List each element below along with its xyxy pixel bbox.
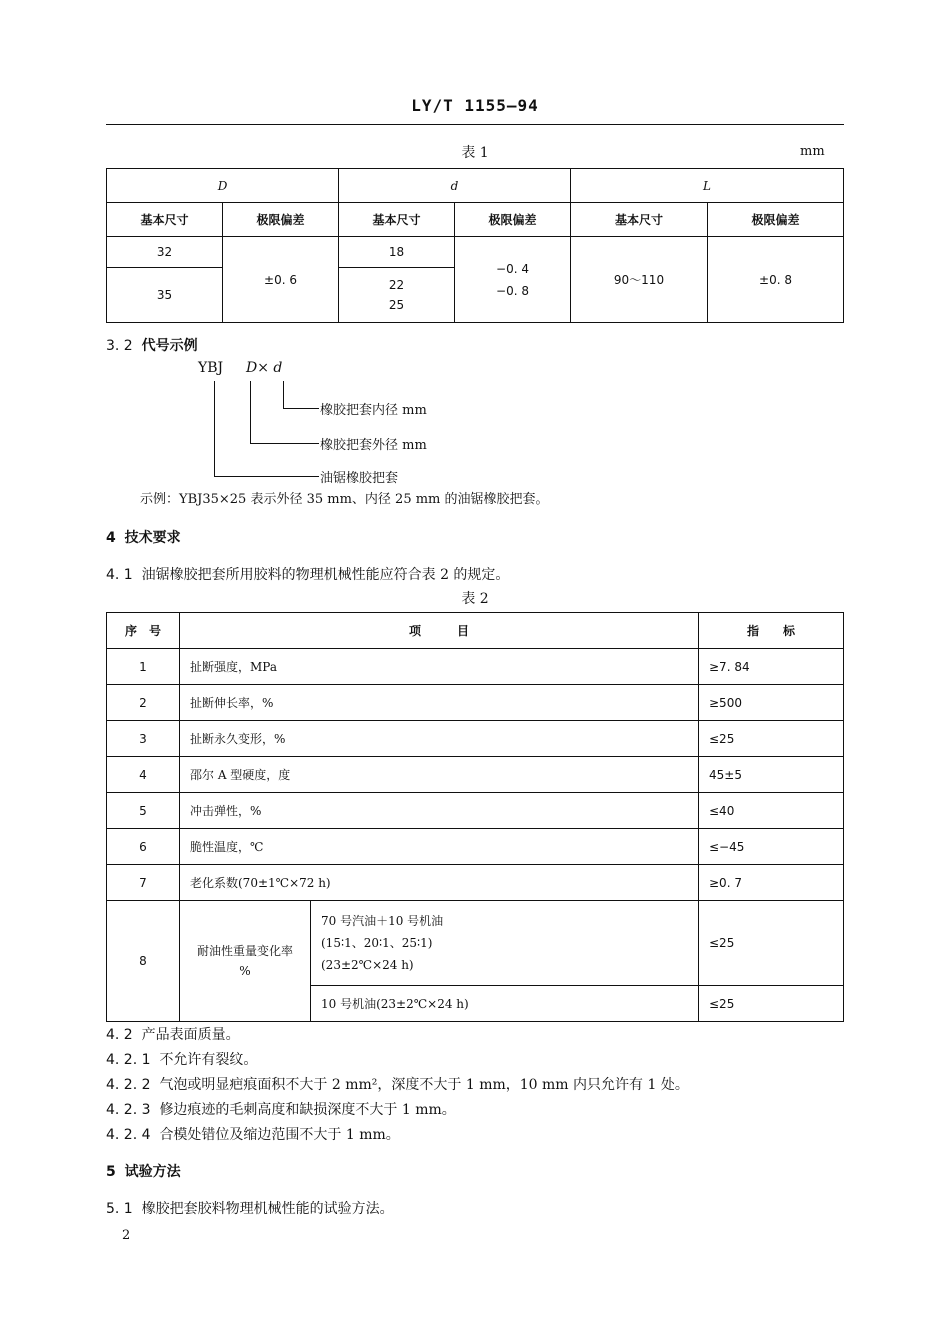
t2-no: 8 <box>107 901 180 1022</box>
t1-d-tol-lower: −0. 8 <box>496 283 529 298</box>
t1-group-L: L <box>571 169 844 203</box>
t2-item: 邵尔 A 型硬度，度 <box>180 757 699 793</box>
t2-item: 老化系数(70±1℃×72 h) <box>180 865 699 901</box>
t1-d-basic <box>339 268 455 323</box>
t2-header: 序 号 <box>107 613 180 649</box>
table-row <box>107 685 844 721</box>
t2-sub2: 10 号机油(23±2℃×24 h) <box>311 986 699 1022</box>
t2-no: 1 <box>107 649 180 685</box>
t1-subhead: 极限偏差 <box>223 203 339 237</box>
section-4-2-3 <box>106 1099 456 1119</box>
section-number: 5 <box>106 1164 116 1180</box>
t2-value: 45±5 <box>699 757 844 793</box>
section-5 <box>106 1161 181 1181</box>
table-row <box>107 901 844 986</box>
table2-title: 表 2 <box>461 591 489 607</box>
t2-item: 扯断伸长率，% <box>180 685 699 721</box>
t1-D-tol: ±0. 6 <box>223 237 339 323</box>
table2 <box>106 612 844 1022</box>
section-number: 4. 1 <box>106 567 133 583</box>
leader-name-v <box>214 381 215 476</box>
table-row <box>107 721 844 757</box>
t2-value: ≥500 <box>699 685 844 721</box>
t2-no: 6 <box>107 829 180 865</box>
t2-no: 5 <box>107 793 180 829</box>
code-prefix: YBJ <box>198 360 224 376</box>
t1-subhead: 极限偏差 <box>455 203 571 237</box>
t1-d-tol <box>455 237 571 323</box>
section-text: 产品表面质量。 <box>141 1027 240 1043</box>
section-text: 油锯橡胶把套所用胶料的物理机械性能应符合表 2 的规定。 <box>141 567 510 583</box>
table1-unit: mm <box>800 144 825 159</box>
t1-L-tol: ±0. 8 <box>708 237 844 323</box>
section-number: 4. 2. 3 <box>106 1102 151 1118</box>
section-text: 合模处错位及缩边范围不大于 1 mm。 <box>159 1127 400 1143</box>
t2-value: ≥0. 7 <box>699 865 844 901</box>
header-rule <box>106 124 844 125</box>
t1-subhead: 基本尺寸 <box>571 203 708 237</box>
section-4-2-2 <box>106 1074 689 1094</box>
leader-outer-v <box>250 381 251 443</box>
t2-no: 2 <box>107 685 180 721</box>
leader-inner-v <box>283 381 284 408</box>
section-4 <box>106 527 181 547</box>
t2-sub1-line2: (15∶1、20∶1、25∶1) <box>321 936 433 950</box>
table-row <box>107 757 844 793</box>
page-header: LY/T 1155—94 <box>411 96 539 115</box>
label-name: 油锯橡胶把套 <box>320 471 399 486</box>
t2-item-oil <box>180 901 311 1022</box>
section-title: 技术要求 <box>124 530 181 546</box>
t2-value: ≤40 <box>699 793 844 829</box>
leader-inner-h <box>283 408 319 409</box>
t2-item: 冲击弹性，% <box>180 793 699 829</box>
section-title: 代号示例 <box>141 338 198 354</box>
code-formula: D× d <box>246 360 283 376</box>
section-number: 4. 2. 2 <box>106 1077 151 1093</box>
t2-value: ≤25 <box>699 721 844 757</box>
label-outer: 橡胶把套外径 mm <box>320 438 427 453</box>
section-4-2 <box>106 1024 240 1044</box>
section-number: 5. 1 <box>106 1201 133 1217</box>
t2-no: 7 <box>107 865 180 901</box>
t1-d-basic: 18 <box>339 237 455 268</box>
t2-no: 3 <box>107 721 180 757</box>
section-4-1 <box>106 564 509 584</box>
t2-item: 扯断永久变形，% <box>180 721 699 757</box>
table-row <box>107 649 844 685</box>
section-number: 3. 2 <box>106 338 133 354</box>
t2-value: ≤25 <box>699 986 844 1022</box>
t2-sub1-line1: 70 号汽油＋10 号机油 <box>321 914 444 928</box>
table-row <box>107 865 844 901</box>
section-text: 不允许有裂纹。 <box>159 1052 258 1068</box>
t1-subhead: 极限偏差 <box>708 203 844 237</box>
t1-D-basic: 35 <box>107 268 223 323</box>
section-number: 4. 2. 4 <box>106 1127 151 1143</box>
t2-item-oil-line2: % <box>239 964 251 978</box>
label-inner: 橡胶把套内径 mm <box>320 403 427 418</box>
section-number: 4. 2 <box>106 1027 133 1043</box>
t2-item: 扯断强度，MPa <box>180 649 699 685</box>
table-row <box>107 829 844 865</box>
leader-outer-h <box>250 443 319 444</box>
t1-subhead: 基本尺寸 <box>107 203 223 237</box>
t2-header: 项 目 <box>180 613 699 649</box>
section-number: 4. 2. 1 <box>106 1052 151 1068</box>
t2-sub1 <box>311 901 699 986</box>
section-text: 橡胶把套胶料物理机械性能的试验方法。 <box>141 1201 394 1217</box>
t1-d-tol-upper: −0. 4 <box>496 261 529 276</box>
section-3-2 <box>106 335 198 355</box>
section-4-2-1 <box>106 1049 257 1069</box>
section-text: 修边痕迹的毛刺高度和缺损深度不大于 1 mm。 <box>159 1102 456 1118</box>
t1-group-D: D <box>107 169 339 203</box>
table-row <box>107 793 844 829</box>
t1-D-basic: 32 <box>107 237 223 268</box>
t2-header: 指 标 <box>699 613 844 649</box>
t1-subhead: 基本尺寸 <box>339 203 455 237</box>
section-5-1 <box>106 1198 394 1218</box>
section-title: 试验方法 <box>124 1164 181 1180</box>
t1-d-basic-25: 25 <box>388 298 405 312</box>
section-4-2-4 <box>106 1124 400 1144</box>
table1 <box>106 168 844 323</box>
t2-no: 4 <box>107 757 180 793</box>
t1-group-d: d <box>339 169 571 203</box>
t2-item: 脆性温度，℃ <box>180 829 699 865</box>
table1-title: 表 1 <box>461 145 489 161</box>
t1-L-basic: 90～110 <box>571 237 708 323</box>
t2-value: ≥7. 84 <box>699 649 844 685</box>
code-example: 示例：YBJ35×25 表示外径 35 mm、内径 25 mm 的油锯橡胶把套。 <box>140 492 549 507</box>
t2-value: ≤25 <box>699 901 844 986</box>
page-number: 2 <box>122 1228 131 1243</box>
t2-value: ≤−45 <box>699 829 844 865</box>
t2-item-oil-line1: 耐油性重量变化率 <box>196 944 293 958</box>
t2-sub1-line3: (23±2℃×24 h) <box>321 958 414 972</box>
t1-d-basic-22: 22 <box>388 278 405 292</box>
leader-name-h <box>214 476 319 477</box>
section-number: 4 <box>106 530 116 546</box>
section-text: 气泡或明显疤痕面积不大于 2 mm²，深度不大于 1 mm，10 mm 内只允许有 1 处。 <box>159 1077 689 1093</box>
